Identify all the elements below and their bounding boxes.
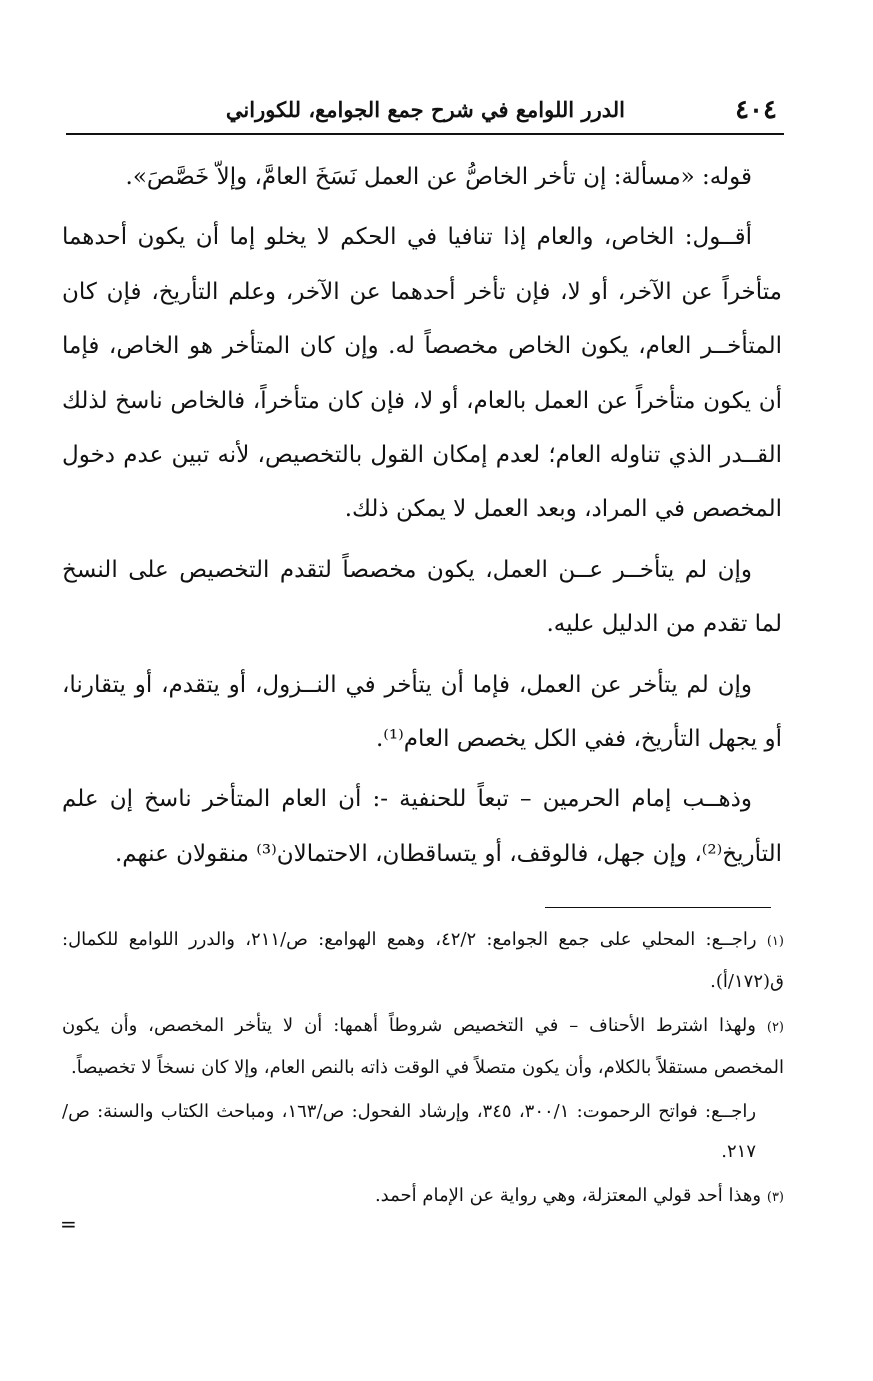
footnote-marker: (٣) — [766, 1190, 784, 1205]
paragraph-specification: وإن لم يتأخــر عــن العمل، يكون مخصصاً لتقدم التخصيص على النسخ لما تقدم من الدليل عليه. — [62, 556, 782, 638]
paragraph-ordering: وإن لم يتأخر عن العمل، فإما أن يتأخر في النــزول، أو يتقدم، أو يتقارنا، أو يجهل التأريخ، ففي الكل يخصص العام⁽¹⁾. — [62, 671, 782, 753]
paragraph-imam-haramayn: وذهــب إمام الحرمين – تبعاً للحنفية -: أن العام المتأخر ناسخ إن علم التأريخ⁽²⁾، وإن جهل، فالوقف، أو يتساقطان، الاحتمالان⁽³⁾ منقولان عنهم. — [62, 786, 782, 867]
footnote-3 — [62, 1176, 784, 1218]
footnote-marker: (١) — [766, 934, 784, 949]
continuation-mark: = — [60, 1212, 77, 1236]
footnote-1 — [62, 920, 784, 1002]
footnote-text: وهذا أحد قولي المعتزلة، وهي رواية عن الإمام أحمد. — [374, 1185, 762, 1206]
footnote-text: راجــع: فواتح الرحموت: ٣٠٠/١، ٣٤٥، وإرشاد الفحول: ص/١٦٣، ومباحث الكتاب والسنة: ص/٢١٧. — [62, 1101, 757, 1162]
footnote-text: راجــع: المحلي على جمع الجوامع: ٤٢/٢، وهمع الهوامع: ص/٢١١، والدرر اللوامع للكمال: ق(١٧٢/أ). — [62, 929, 784, 992]
footnote-2-reference — [62, 1092, 784, 1172]
paragraph-commentary: أقــول: الخاص، والعام إذا تنافيا في الحكم لا يخلو إما أن يكون أحدهما متأخراً عن الآخر، أو لا، فإن تأخر أحدهما عن الآخر، وعلم التأريخ، فإن كان المتأخــر العام، يكون الخاص مخصصاً له. وإن كان المتأخر هو الخاص، فإما أن يكون متأخراً عن العمل بالعام، أو لا، فإن كان متأخراً، فالخاص ناسخ لذلك القــدر الذي تناوله العام؛ لعدم إمكان القول بالتخصيص، لأنه تبين عدم دخول المخصص في المراد، وبعد العمل لا يمكن ذلك. — [62, 224, 782, 523]
footnote-text: ولهذا اشترط الأحناف – في التخصيص شروطاً أهمها: أن لا يتأخر المخصص، وأن يكون المخصص مستقلاً بالكلام، وأن يكون متصلاً في الوقت ذاته بالنص العام، وإلا كان نسخاً لا تخصيصاً. — [62, 1015, 784, 1078]
footnotes — [62, 920, 784, 1222]
main-text — [62, 150, 782, 881]
header-rule — [66, 133, 784, 135]
page-header — [60, 92, 785, 132]
running-title: الدرر اللوامع في شرح جمع الجوامع، للكوراني — [225, 97, 625, 122]
page-number: ٤٠٤ — [735, 95, 777, 125]
footnote-separator — [545, 907, 771, 908]
paragraph-quote: قوله: «مسألة: إن تأخر الخاصُّ عن العمل نَسَخَ العامَّ، وإلاّ خَصَّصَ». — [125, 164, 752, 190]
footnote-marker: (٢) — [766, 1020, 784, 1035]
footnote-2 — [62, 1006, 784, 1088]
